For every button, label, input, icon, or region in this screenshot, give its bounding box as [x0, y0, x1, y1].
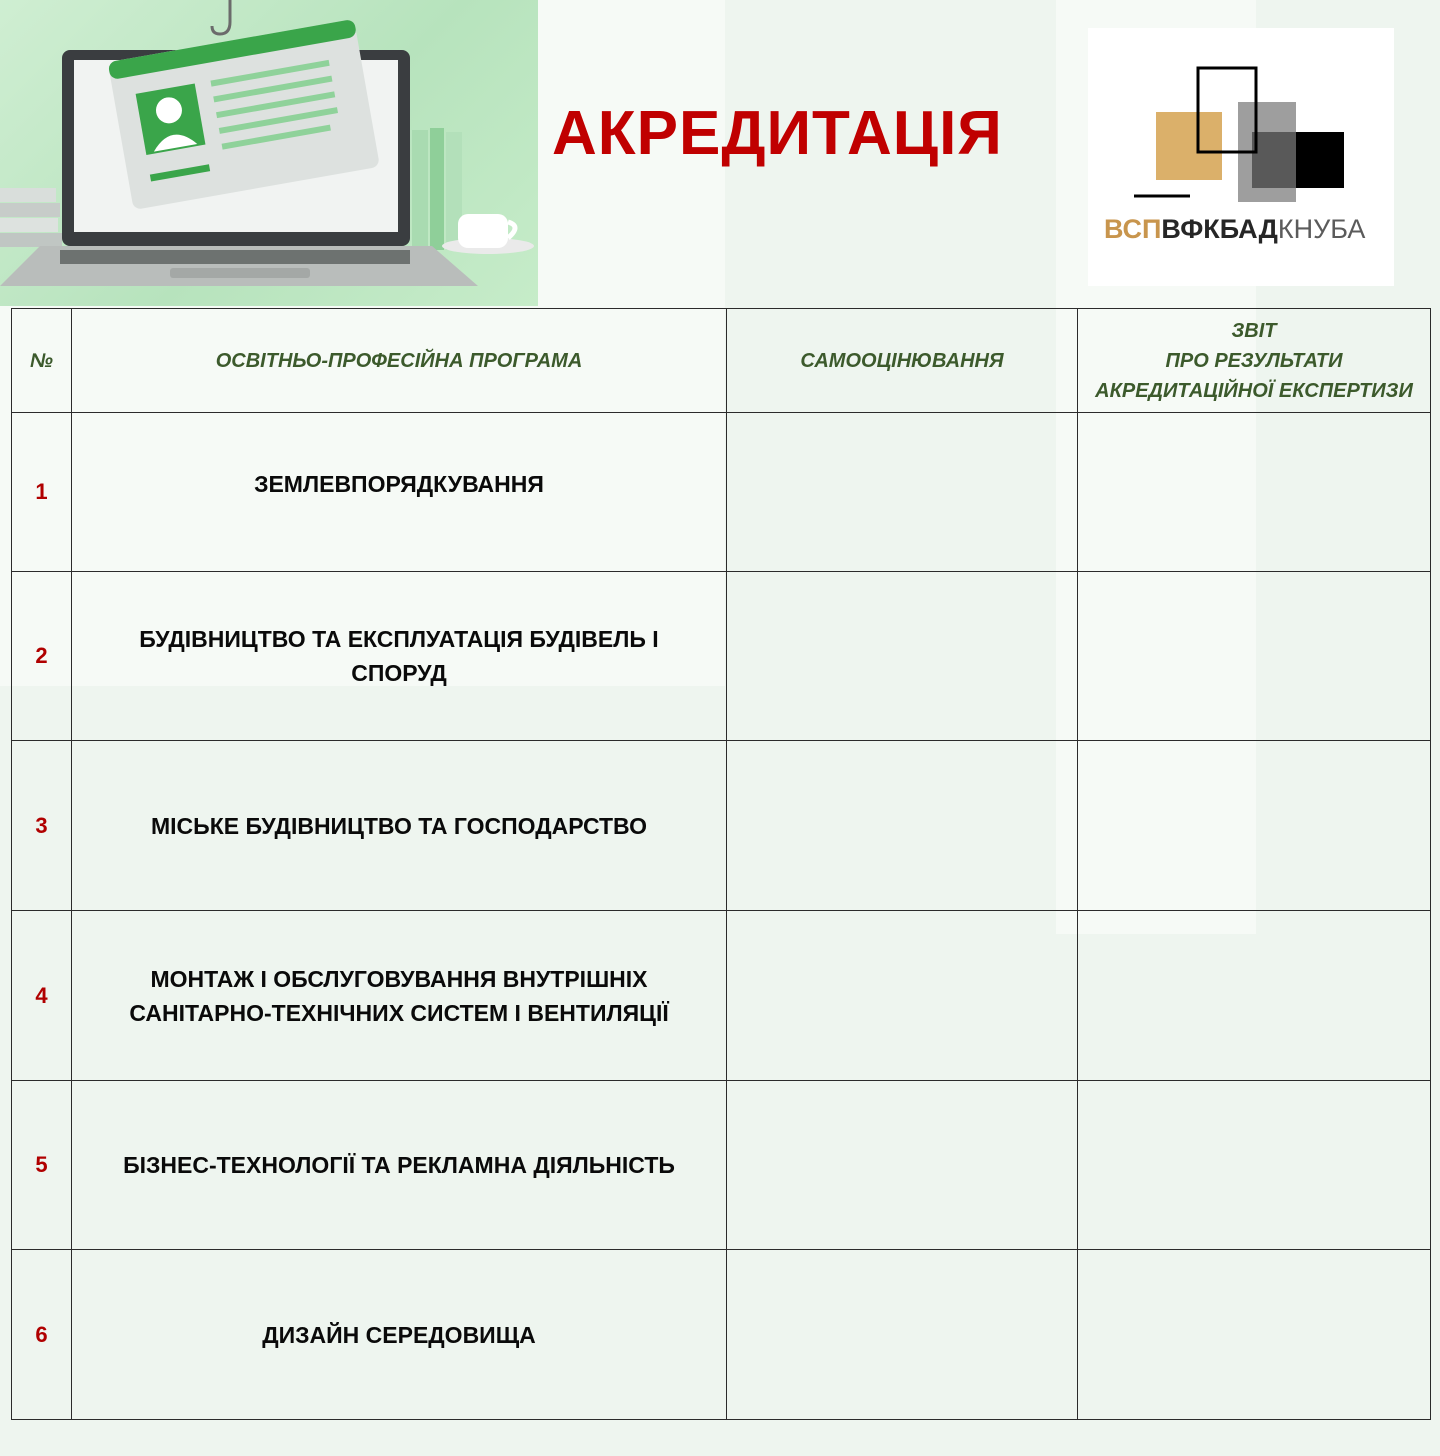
- header-program: ОСВІТНЬО-ПРОФЕСІЙНА ПРОГРАМА: [72, 309, 727, 413]
- report-cell[interactable]: [1078, 413, 1431, 572]
- report-cell[interactable]: [1078, 741, 1431, 911]
- program-name: БУДІВНИЦТВО ТА ЕКСПЛУАТАЦІЯ БУДІВЕЛЬ І СПОРУД: [72, 572, 727, 741]
- report-cell[interactable]: [1078, 1081, 1431, 1250]
- header-report: [1078, 309, 1431, 413]
- row-number: 5: [12, 1081, 72, 1250]
- logo-text-knuba: КНУБА: [1277, 214, 1366, 244]
- accreditation-table: [11, 308, 1431, 1420]
- program-name: ЗЕМЛЕВПОРЯДКУВАННЯ: [72, 413, 727, 572]
- header-report-line-1: ЗВІТ: [1231, 319, 1277, 342]
- program-name: ДИЗАЙН СЕРЕДОВИЩА: [72, 1250, 727, 1420]
- program-name: БІЗНЕС-ТЕХНОЛОГІЇ ТА РЕКЛАМНА ДІЯЛЬНІСТЬ: [72, 1081, 727, 1250]
- header-report-line-3: АКРЕДИТАЦІЙНОЇ ЕКСПЕРТИЗИ: [1095, 379, 1413, 402]
- logo-text-vsp: ВСП: [1104, 214, 1162, 244]
- header-report-line-2: ПРО РЕЗУЛЬТАТИ: [1165, 349, 1343, 372]
- row-number: 6: [12, 1250, 72, 1420]
- self-assessment-cell[interactable]: [727, 1250, 1078, 1420]
- row-number: 2: [12, 572, 72, 741]
- laptop-with-profile-card-icon: [0, 0, 538, 306]
- header-number: №: [12, 309, 72, 413]
- header-self-assessment: САМООЦІНЮВАННЯ: [727, 309, 1078, 413]
- row-number: 1: [12, 413, 72, 572]
- self-assessment-cell[interactable]: [727, 1081, 1078, 1250]
- logo-text-vfkbad: ВФКБАД: [1161, 214, 1278, 244]
- table-row: [12, 741, 1431, 911]
- report-cell[interactable]: [1078, 911, 1431, 1081]
- table-row: [12, 911, 1431, 1081]
- table-row: [12, 413, 1431, 572]
- logo-squares-icon: [1088, 28, 1394, 214]
- institution-logo: [1088, 28, 1394, 286]
- table-header-row: [12, 309, 1431, 413]
- report-cell[interactable]: [1078, 572, 1431, 741]
- page-title: АКРЕДИТАЦІЯ: [552, 99, 1003, 168]
- self-assessment-cell[interactable]: [727, 741, 1078, 911]
- hero-laptop-illustration: [0, 0, 538, 306]
- self-assessment-cell[interactable]: [727, 413, 1078, 572]
- report-cell[interactable]: [1078, 1250, 1431, 1420]
- table-row: [12, 572, 1431, 741]
- self-assessment-cell[interactable]: [727, 572, 1078, 741]
- program-name: МІСЬКЕ БУДІВНИЦТВО ТА ГОСПОДАРСТВО: [72, 741, 727, 911]
- logo-text: [1104, 214, 1365, 245]
- row-number: 3: [12, 741, 72, 911]
- table-row: [12, 1250, 1431, 1420]
- table-row: [12, 1081, 1431, 1250]
- row-number: 4: [12, 911, 72, 1081]
- self-assessment-cell[interactable]: [727, 911, 1078, 1081]
- program-name: МОНТАЖ І ОБСЛУГОВУВАННЯ ВНУТРІШНІХ САНІТАРНО-ТЕХНІЧНИХ СИСТЕМ І ВЕНТИЛЯЦІЇ: [72, 911, 727, 1081]
